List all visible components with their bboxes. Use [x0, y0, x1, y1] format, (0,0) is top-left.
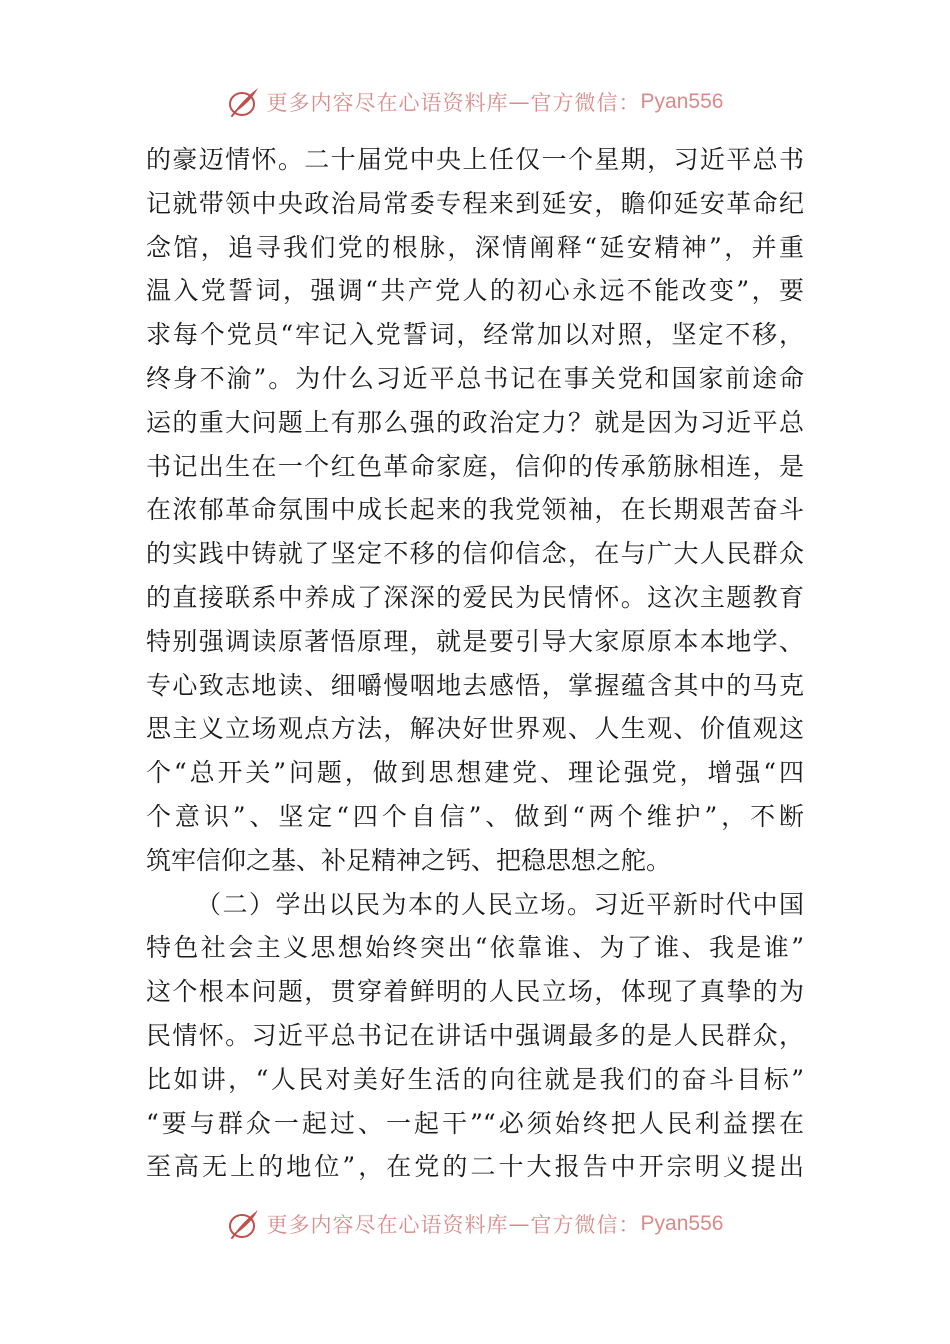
text-line: 的实践中铸就了坚定不移的信仰信念，在与广大人民群众	[146, 539, 804, 569]
watermark-dash: —	[508, 1212, 531, 1236]
quill-pen-icon	[227, 85, 261, 119]
text-line: 特色社会主义思想始终突出“依靠谁、为了谁、我是谁”	[146, 933, 804, 963]
text-line: 专心致志地读、细嚼慢咽地去感悟，掌握蕴含其中的马克	[146, 670, 804, 700]
text-line: 民情怀。习近平总书记在讲话中强调最多的是人民群众，	[146, 1020, 804, 1050]
text-line: 的直接联系中养成了深深的爱民为民情怀。这次主题教育	[146, 582, 804, 612]
watermark-dash: —	[508, 90, 531, 114]
text-line: 至高无上的地位”，在党的二十大报告中开宗明义提出	[146, 1152, 804, 1182]
text-line: 的豪迈情怀。二十届党中央上任仅一个星期，习近平总书	[146, 145, 804, 174]
text-line: 筑牢信仰之基、补足精神之钙、把稳思想之舵。	[146, 845, 672, 875]
watermark-official-label: 官方微信：	[530, 1213, 641, 1237]
text-line: 比如讲，“人民对美好生活的向往就是我们的奋斗目标”	[146, 1064, 804, 1094]
text-line: 运的重大问题上有那么强的政治定力？就是因为习近平总	[146, 407, 804, 437]
text-line: 思主义立场观点方法，解决好世界观、人生观、价值观这	[146, 714, 804, 744]
header-watermark	[0, 80, 950, 124]
text-line: 书记出生在一个红色革命家庭，信仰的传承筋脉相连，是	[146, 451, 804, 481]
text-line: 个“总开关”问题，做到思想建党、理论强党，增强“四	[146, 758, 804, 788]
watermark-brand: 更多内容尽在心语资料库	[266, 1213, 509, 1237]
watermark-brand: 更多内容尽在心语资料库	[266, 91, 509, 115]
text-line: 温入党誓词，强调“共产党人的初心永远不能改变”，要	[146, 276, 804, 306]
section-heading-line: （二）学出以民为本的人民立场。习近平新时代中国	[196, 889, 804, 919]
text-line: 念馆，追寻我们党的根脉，深情阐释“延安精神”，并重	[146, 232, 804, 262]
document-body	[146, 138, 804, 1189]
text-line: 在浓郁革命氛围中成长起来的我党领袖，在长期艰苦奋斗	[146, 495, 804, 525]
quill-pen-icon	[227, 1207, 261, 1241]
watermark-handle: Pyan556	[640, 90, 724, 113]
text-line: 个意识”、坚定“四个自信”、做到“两个维护”，不断	[146, 801, 804, 831]
footer-watermark	[0, 1202, 950, 1246]
text-line: “要与群众一起过、一起干”“必须始终把人民利益摆在	[146, 1108, 804, 1138]
text-line: 特别强调读原著悟原理，就是要引导大家原原本本地学、	[146, 626, 804, 656]
watermark-handle: Pyan556	[640, 1212, 724, 1235]
text-line: 求每个党员“牢记入党誓词，经常加以对照，坚定不移，	[146, 320, 804, 350]
watermark-official-label: 官方微信：	[530, 91, 641, 115]
text-line: 终身不渝”。为什么习近平总书记在事关党和国家前途命	[146, 363, 804, 393]
text-line: 记就带领中央政治局常委专程来到延安，瞻仰延安革命纪	[146, 188, 804, 218]
text-line: 这个根本问题，贯穿着鲜明的人民立场，体现了真挚的为	[146, 977, 804, 1007]
